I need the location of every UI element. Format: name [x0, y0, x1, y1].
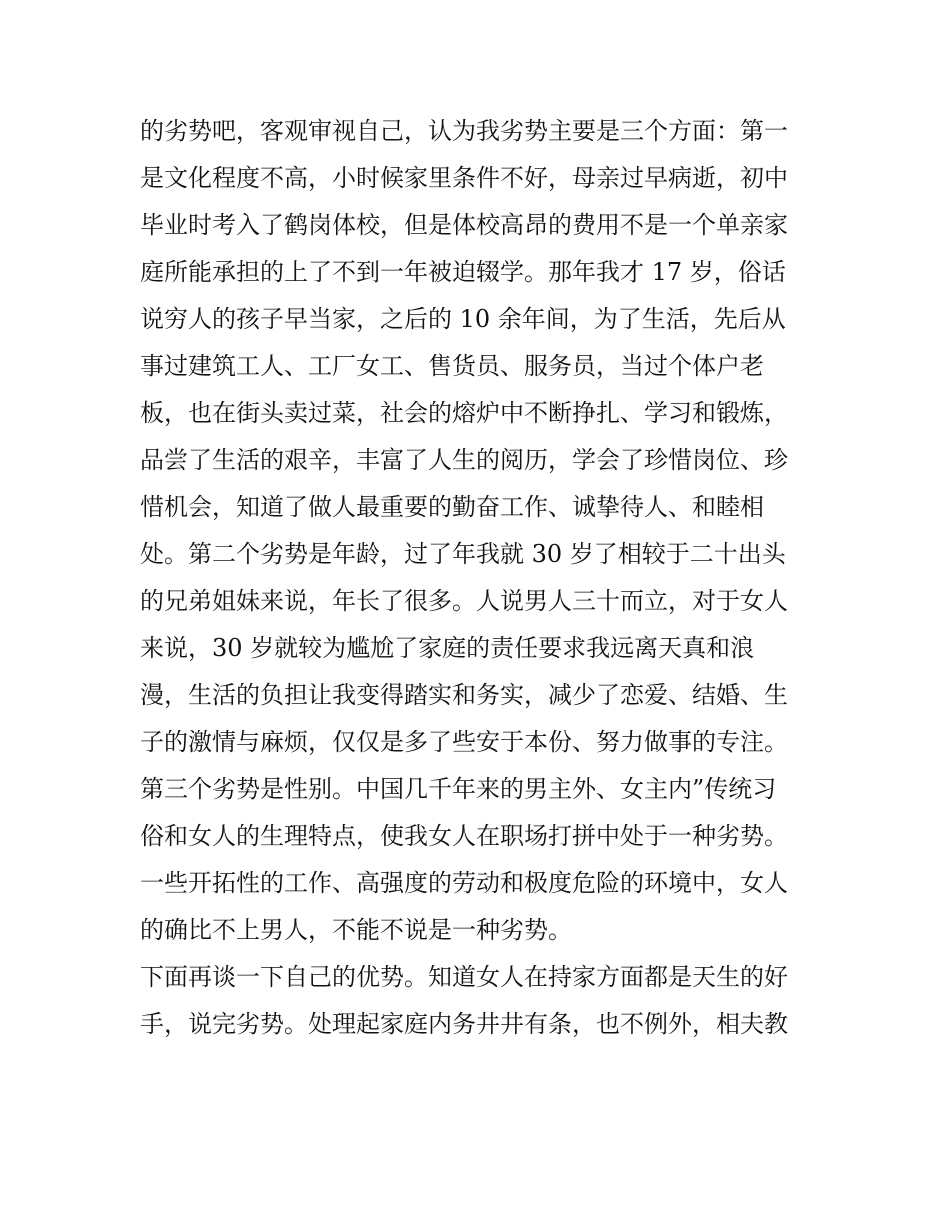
- text-line: 下面再谈一下自己的优势。知道女人在持家方面都是天生的好: [140, 963, 788, 991]
- text-line: 的劣势吧，客观审视自己，认为我劣势主要是三个方面：第一: [140, 117, 788, 145]
- text-line: 的兄弟姐妹来说，年长了很多。人说男人三十而立，对于女人: [140, 587, 788, 615]
- text-line: 来说，30 岁就较为尴尬了家庭的责任要求我远离天真和浪: [140, 634, 755, 662]
- text-line: 品尝了生活的艰辛，丰富了人生的阅历，学会了珍惜岗位、珍: [140, 446, 788, 474]
- text-line: 毕业时考入了鹤岗体校，但是体校高昂的费用不是一个单亲家: [140, 211, 788, 239]
- text-line: 事过建筑工人、工厂女工、售货员、服务员，当过个体户老: [140, 352, 764, 380]
- text-line: 一些开拓性的工作、高强度的劳动和极度危险的环境中，女人: [140, 869, 788, 897]
- text-line: 说穷人的孩子早当家，之后的 10 余年间，为了生活，先后从: [140, 305, 786, 333]
- text-line: 俗和女人的生理特点，使我女人在职场打拼中处于一种劣势。: [140, 822, 788, 850]
- text-line: 是文化程度不高，小时候家里条件不好，母亲过早病逝，初中: [140, 164, 788, 192]
- text-line: 的确比不上男人，不能不说是一种劣势。: [140, 916, 572, 944]
- text-line: 第三个劣势是性别。中国几千年来的男主外、女主内”传统习: [140, 775, 777, 803]
- body-text: [140, 108, 830, 1048]
- text-line: 子的激情与麻烦，仅仅是多了些安于本份、努力做事的专注。: [140, 728, 788, 756]
- text-line: 漫，生活的负担让我变得踏实和务实，减少了恋爱、结婚、生: [140, 681, 788, 709]
- text-line: 庭所能承担的上了不到一年被迫辍学。那年我才 17 岁，俗话: [140, 258, 786, 286]
- text-line: 板，也在街头卖过菜，社会的熔炉中不断挣扎、学习和锻炼，: [140, 399, 788, 427]
- text-line: 手，说完劣势。处理起家庭内务井井有条，也不例外，相夫教: [140, 1010, 788, 1038]
- text-line: 处。第二个劣势是年龄，过了年我就 30 岁了相较于二十出头: [140, 540, 786, 568]
- text-line: 惜机会，知道了做人最重要的勤奋工作、诚挚待人、和睦相: [140, 493, 764, 521]
